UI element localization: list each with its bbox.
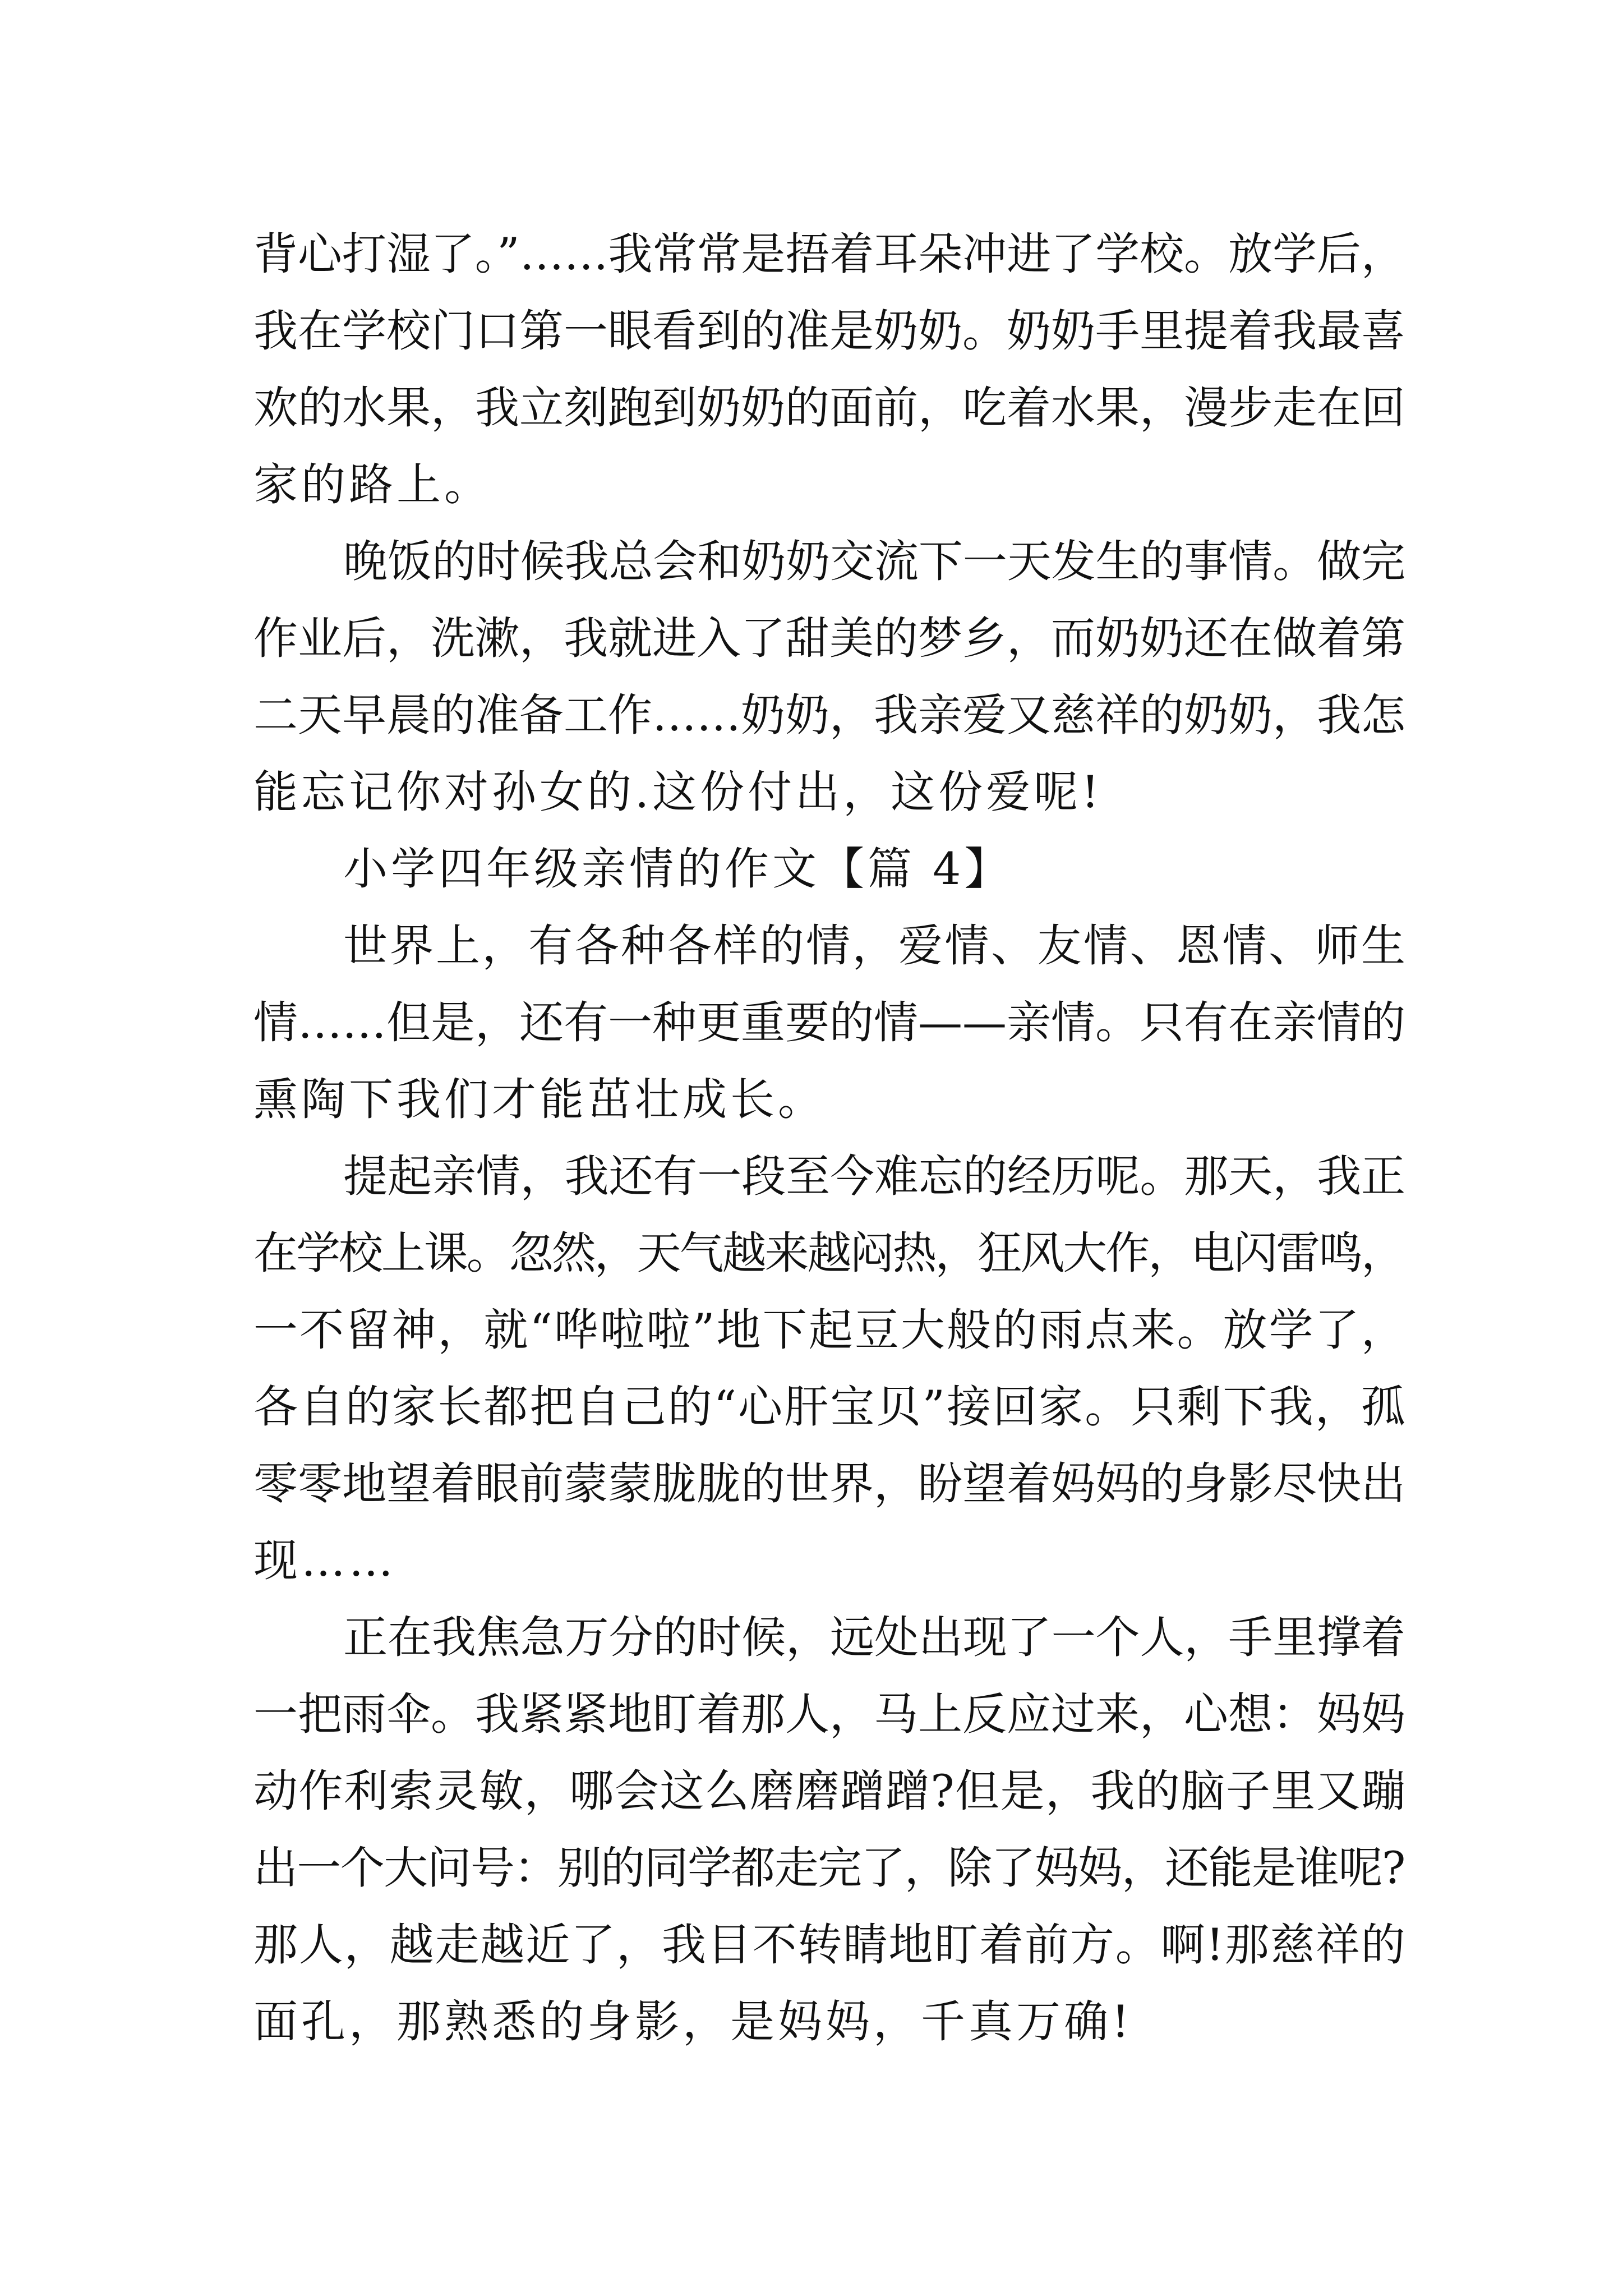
text-line: 动作利索灵敏，哪会这么磨磨蹭蹭?但是，我的脑子里又蹦 (253, 1765, 1407, 1817)
text-line: 情……但是，还有一种更重要的情——亲情。只有在亲情的 (253, 997, 1405, 1048)
text-line: 正在我焦急万分的时候，远处出现了一个人，手里撑着 (343, 1612, 1405, 1663)
text-line: 在学校上课。忽然，天气越来越闷热，狂风大作，电闪雷鸣， (253, 1227, 1404, 1279)
text-line: 小学四年级亲情的作文【篇 4】 (343, 843, 1012, 895)
text-line: 提起亲情，我还有一段至今难忘的经历呢。那天，我正 (343, 1151, 1405, 1202)
text-line: 二天早晨的准备工作……奶奶，我亲爱又慈祥的奶奶，我怎 (253, 689, 1405, 741)
text-line: 作业后，洗漱，我就进入了甜美的梦乡，而奶奶还在做着第 (253, 613, 1405, 664)
text-line: 世界上，有各种各样的情，爱情、友情、恩情、师生 (343, 920, 1408, 972)
text-line: 家的路上。 (253, 459, 492, 510)
text-line: 一把雨伞。我紧紧地盯着那人，马上反应过来，心想：妈妈 (253, 1688, 1405, 1740)
text-line: 各自的家长都把自己的“心肝宝贝”接回家。只剩下我，孤 (253, 1381, 1407, 1433)
text-line: 我在学校门口第一眼看到的准是奶奶。奶奶手里提着我最喜 (253, 305, 1405, 357)
text-line: 背心打湿了。”……我常常是捂着耳朵冲进了学校。放学后， (253, 228, 1405, 280)
text-line: 那人，越走越近了，我目不转睛地盯着前方。啊!那慈祥的 (253, 1919, 1407, 1971)
document-body (253, 216, 1409, 2060)
text-line: 熏陶下我们才能茁壮成长。 (253, 1074, 826, 1125)
text-line: 能忘记你对孙女的.这份付出，这份爱呢! (253, 766, 1103, 818)
text-line: 面孔，那熟悉的身影，是妈妈，千真万确! (253, 1996, 1133, 2047)
text-line: 晚饭的时候我总会和奶奶交流下一天发生的事情。做完 (343, 536, 1405, 587)
text-line: 零零地望着眼前蒙蒙胧胧的世界，盼望着妈妈的身影尽快出 (253, 1458, 1405, 1510)
text-line: 欢的水果，我立刻跑到奶奶的面前，吃着水果，漫步走在回 (253, 382, 1405, 434)
text-line: 现…… (253, 1535, 396, 1586)
text-line: 出一个大问号：别的同学都走完了，除了妈妈，还能是谁呢? (253, 1842, 1405, 1894)
text-line: 一不留神，就“哗啦啦”地下起豆大般的雨点来。放学了， (253, 1304, 1407, 1356)
